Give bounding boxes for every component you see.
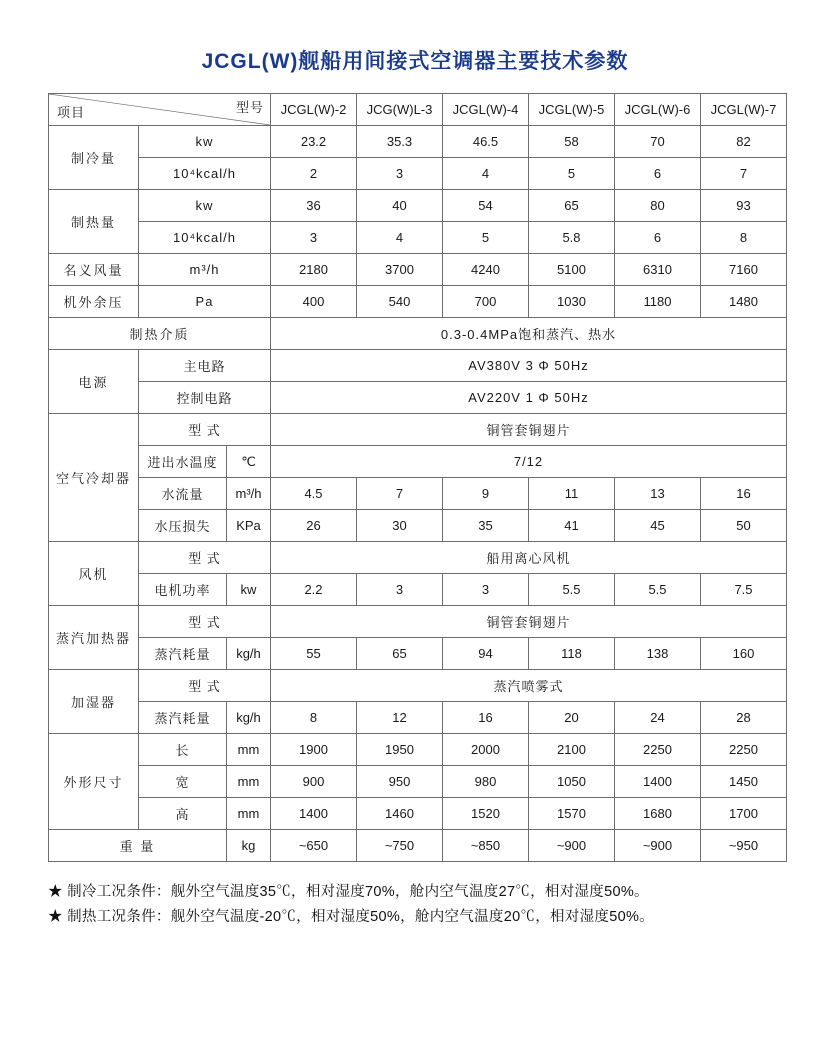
- corner-cell: [49, 94, 271, 126]
- cell: 5.5: [529, 574, 615, 606]
- row-label-heating-capacity: 制热量: [49, 190, 139, 254]
- cell: 2: [271, 158, 357, 190]
- row-unit-water-flow: m³/h: [227, 478, 271, 510]
- cell: 4.5: [271, 478, 357, 510]
- row-label-weight: 重 量: [49, 830, 227, 862]
- cell: 28: [701, 702, 787, 734]
- cell: 1570: [529, 798, 615, 830]
- cell: 94: [443, 638, 529, 670]
- cell: 6310: [615, 254, 701, 286]
- cell: 9: [443, 478, 529, 510]
- cell: 4240: [443, 254, 529, 286]
- table-row: [49, 446, 787, 478]
- table-row: [49, 382, 787, 414]
- cell: 6: [615, 222, 701, 254]
- cell: 1900: [271, 734, 357, 766]
- row-sub-water-temp: 进出水温度: [139, 446, 227, 478]
- model-header-4: JCGL(W)-6: [615, 94, 701, 126]
- cell: 8: [271, 702, 357, 734]
- cell: 93: [701, 190, 787, 222]
- cell-heater-type: 铜管套铜翅片: [271, 606, 787, 638]
- cell-main-circuit: AV380V 3 Φ 50Hz: [271, 350, 787, 382]
- cell: ~850: [443, 830, 529, 862]
- cell: 1400: [615, 766, 701, 798]
- cell-water-temp: 7/12: [271, 446, 787, 478]
- row-sub-pressure-unit: Pa: [139, 286, 271, 318]
- cell-cooler-type: 铜管套铜翅片: [271, 414, 787, 446]
- row-label-air-cooler: 空气冷却器: [49, 414, 139, 542]
- cell: 2100: [529, 734, 615, 766]
- cell: 2180: [271, 254, 357, 286]
- cell: 70: [615, 126, 701, 158]
- table-row: [49, 478, 787, 510]
- cell: 7: [357, 478, 443, 510]
- cell: 3: [271, 222, 357, 254]
- cell: 8: [701, 222, 787, 254]
- table-row: [49, 318, 787, 350]
- cell: 540: [357, 286, 443, 318]
- cell: 950: [357, 766, 443, 798]
- row-sub-fan-type: 型 式: [139, 542, 271, 574]
- cell: 45: [615, 510, 701, 542]
- cell: 2250: [615, 734, 701, 766]
- cell: 41: [529, 510, 615, 542]
- cell: 4: [443, 158, 529, 190]
- table-row: [49, 222, 787, 254]
- row-unit-heater-steam-consumption: kg/h: [227, 638, 271, 670]
- cell: 4: [357, 222, 443, 254]
- row-label-humidifier: 加湿器: [49, 670, 139, 734]
- table-row: [49, 638, 787, 670]
- model-header-2: JCGL(W)-4: [443, 94, 529, 126]
- cell: 65: [357, 638, 443, 670]
- cell: 5: [529, 158, 615, 190]
- cell: 26: [271, 510, 357, 542]
- cell: 7.5: [701, 574, 787, 606]
- cell: ~900: [529, 830, 615, 862]
- cell: 7160: [701, 254, 787, 286]
- row-label-steam-heater: 蒸汽加热器: [49, 606, 139, 670]
- table-row: [49, 734, 787, 766]
- cell-humidifier-type: 蒸汽喷雾式: [271, 670, 787, 702]
- row-label-nominal-airflow: 名义风量: [49, 254, 139, 286]
- cell: 3700: [357, 254, 443, 286]
- cell: 58: [529, 126, 615, 158]
- cell: 6: [615, 158, 701, 190]
- cell-fan-type: 船用离心风机: [271, 542, 787, 574]
- table-row: [49, 798, 787, 830]
- row-unit-water-pressure-loss: KPa: [227, 510, 271, 542]
- cell: ~900: [615, 830, 701, 862]
- cell: 20: [529, 702, 615, 734]
- row-sub-water-flow: 水流量: [139, 478, 227, 510]
- table-row: [49, 190, 787, 222]
- cell: 16: [701, 478, 787, 510]
- page-title: JCGL(W)舰船用间接式空调器主要技术参数: [201, 50, 629, 73]
- cell: 980: [443, 766, 529, 798]
- model-header-0: JCGL(W)-2: [271, 94, 357, 126]
- cell: 900: [271, 766, 357, 798]
- row-unit-humidifier-steam-consumption: kg/h: [227, 702, 271, 734]
- cell: 400: [271, 286, 357, 318]
- row-sub-length: 长: [139, 734, 227, 766]
- cell: 3: [357, 158, 443, 190]
- table-row: [49, 574, 787, 606]
- row-sub-cooling-kcal: 10⁴kcal/h: [139, 158, 271, 190]
- cell: 65: [529, 190, 615, 222]
- cell: 5.5: [615, 574, 701, 606]
- cell: 1180: [615, 286, 701, 318]
- row-label-external-static-pressure: 机外余压: [49, 286, 139, 318]
- row-label-cooling-capacity: 制冷量: [49, 126, 139, 190]
- cell: 5: [443, 222, 529, 254]
- row-sub-humidifier-steam-consumption: 蒸汽耗量: [139, 702, 227, 734]
- table-row: [49, 542, 787, 574]
- cell: 54: [443, 190, 529, 222]
- row-sub-humidifier-type: 型 式: [139, 670, 271, 702]
- row-unit-width: mm: [227, 766, 271, 798]
- cell: 13: [615, 478, 701, 510]
- cell: 55: [271, 638, 357, 670]
- cell: 5.8: [529, 222, 615, 254]
- cell: 16: [443, 702, 529, 734]
- footnote-heating-condition: ★ 制热工况条件：舰外空气温度-20℃，相对湿度50%，舱内空气温度20℃，相对湿度50%。: [48, 909, 654, 926]
- cell: 46.5: [443, 126, 529, 158]
- cell: 82: [701, 126, 787, 158]
- cell: 40: [357, 190, 443, 222]
- cell: 3: [443, 574, 529, 606]
- table-row: [49, 414, 787, 446]
- row-label-power-supply: 电源: [49, 350, 139, 414]
- cell: 5100: [529, 254, 615, 286]
- cell: 1400: [271, 798, 357, 830]
- row-sub-cooling-kw: kw: [139, 126, 271, 158]
- row-sub-height: 高: [139, 798, 227, 830]
- cell: 23.2: [271, 126, 357, 158]
- cell: 35: [443, 510, 529, 542]
- footnote-cooling-condition: ★ 制冷工况条件：舰外空气温度35℃，相对湿度70%，舱内空气温度27℃，相对湿度50%。: [48, 884, 649, 900]
- row-sub-motor-power: 电机功率: [139, 574, 227, 606]
- cell: 1480: [701, 286, 787, 318]
- cell-control-circuit: AV220V 1 Φ 50Hz: [271, 382, 787, 414]
- row-sub-heater-type: 型 式: [139, 606, 271, 638]
- row-unit-length: mm: [227, 734, 271, 766]
- row-unit-weight: kg: [227, 830, 271, 862]
- cell: 7: [701, 158, 787, 190]
- model-header-1: JCG(W)L-3: [357, 94, 443, 126]
- cell: 1680: [615, 798, 701, 830]
- cell: 30: [357, 510, 443, 542]
- cell: 2000: [443, 734, 529, 766]
- row-sub-cooler-type: 型 式: [139, 414, 271, 446]
- cell: ~950: [701, 830, 787, 862]
- cell: 1460: [357, 798, 443, 830]
- model-header-5: JCGL(W)-7: [701, 94, 787, 126]
- corner-row-header: 项目: [57, 105, 86, 120]
- model-header-3: JCGL(W)-5: [529, 94, 615, 126]
- cell: 11: [529, 478, 615, 510]
- row-sub-main-circuit: 主电路: [139, 350, 271, 382]
- cell: 36: [271, 190, 357, 222]
- cell: 160: [701, 638, 787, 670]
- row-unit-motor-power: kw: [227, 574, 271, 606]
- table-row: [49, 830, 787, 862]
- row-sub-airflow-unit: m³/h: [139, 254, 271, 286]
- row-label-dimensions: 外形尺寸: [49, 734, 139, 830]
- row-sub-heating-kcal: 10⁴kcal/h: [139, 222, 271, 254]
- table-row: [49, 158, 787, 190]
- cell: 50: [701, 510, 787, 542]
- table-row: [49, 286, 787, 318]
- cell: 1450: [701, 766, 787, 798]
- cell: 2.2: [271, 574, 357, 606]
- cell: 1520: [443, 798, 529, 830]
- corner-col-header: 型号: [235, 100, 264, 115]
- cell: ~750: [357, 830, 443, 862]
- table-header-row: [49, 94, 787, 126]
- table-row: [49, 766, 787, 798]
- row-sub-water-pressure-loss: 水压损失: [139, 510, 227, 542]
- row-unit-water-temp: ℃: [227, 446, 271, 478]
- cell: 35.3: [357, 126, 443, 158]
- cell: 118: [529, 638, 615, 670]
- cell: 138: [615, 638, 701, 670]
- cell: 1700: [701, 798, 787, 830]
- row-label-heating-medium: 制热介质: [49, 318, 271, 350]
- table-row: [49, 606, 787, 638]
- cell: 1050: [529, 766, 615, 798]
- table-row: [49, 702, 787, 734]
- cell: 1950: [357, 734, 443, 766]
- cell: 24: [615, 702, 701, 734]
- cell: 700: [443, 286, 529, 318]
- row-sub-heating-kw: kw: [139, 190, 271, 222]
- table-row: [49, 350, 787, 382]
- table-row: [49, 670, 787, 702]
- cell: ~650: [271, 830, 357, 862]
- cell: 2250: [701, 734, 787, 766]
- cell: 80: [615, 190, 701, 222]
- row-sub-width: 宽: [139, 766, 227, 798]
- row-unit-height: mm: [227, 798, 271, 830]
- row-sub-heater-steam-consumption: 蒸汽耗量: [139, 638, 227, 670]
- table-row: [49, 126, 787, 158]
- row-label-fan: 风机: [49, 542, 139, 606]
- table-row: [49, 254, 787, 286]
- spec-table: [48, 93, 787, 862]
- cell: 1030: [529, 286, 615, 318]
- spec-table-wrap: [0, 93, 830, 862]
- row-sub-control-circuit: 控制电路: [139, 382, 271, 414]
- cell: 3: [357, 574, 443, 606]
- cell-heating-medium: 0.3-0.4MPa饱和蒸汽、热水: [271, 318, 787, 350]
- cell: 12: [357, 702, 443, 734]
- footnotes: [0, 862, 830, 931]
- table-row: [49, 510, 787, 542]
